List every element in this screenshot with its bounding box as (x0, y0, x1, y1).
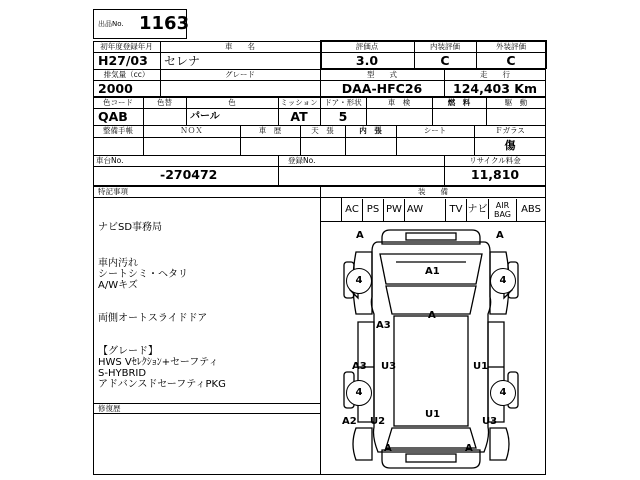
note-line: 両側オートスライドドア (98, 313, 208, 324)
exterior-score-label: 外装評価 (496, 42, 526, 51)
maintenance-book-label: 整備手帳 (103, 126, 133, 135)
note-line: 車内汚れ (98, 258, 138, 269)
equipment-label: 装 備 (418, 187, 448, 196)
damage-mark: U3 (381, 361, 397, 372)
type-label: 型 式 (367, 70, 397, 79)
displacement-label: 排気量（cc） (103, 70, 150, 79)
damage-mark: A (465, 443, 473, 454)
first-registration-label: 初年度登録年月 (100, 42, 153, 51)
tyre-front-right: 4 (490, 268, 516, 294)
chassis-value: -270472 (160, 167, 218, 182)
exterior-score-value: C (506, 53, 516, 68)
seat-label: シート (423, 126, 447, 135)
equipment-ac: AC (341, 199, 362, 221)
equipment-airbag: AIR BAG (488, 199, 516, 219)
lot-number-box (93, 9, 190, 39)
color-code-label: 色コード (103, 98, 133, 107)
tyre-rear-right: 4 (490, 380, 516, 406)
roof-label: 天 張 (311, 126, 334, 135)
equipment-tv: TV (445, 199, 466, 221)
nox-label: ＮＯＸ (180, 126, 203, 135)
note-line: ナビSD事務局 (98, 222, 163, 233)
displacement-value: 2000 (98, 81, 133, 96)
repair-history-label: 修復歴 (98, 404, 121, 413)
damage-mark: A1 (425, 266, 440, 277)
damage-mark: U1 (473, 361, 489, 372)
equipment-aw: AW (404, 199, 425, 221)
damage-mark: U2 (370, 416, 386, 427)
special-notes-label: 特記事項 (98, 187, 128, 196)
score-label: 評価点 (355, 42, 379, 51)
tyre-front-left: 4 (346, 268, 372, 294)
lot-number-value: 1163 (139, 13, 190, 34)
interior-score-value: C (440, 53, 450, 68)
color-label: 色 (228, 98, 236, 107)
tyre-rear-left: 4 (346, 380, 372, 406)
mission-label: ミッション (280, 98, 318, 107)
equipment-ps: PS (362, 199, 383, 221)
lot-number-label: 出品No. (98, 20, 124, 28)
first-registration-value: H27/03 (98, 53, 148, 68)
type-value: DAA-HFC26 (341, 81, 423, 96)
note-line: HWS Vｾﾚｸｼｮﾝ+セーフティ (98, 357, 219, 368)
front-glass-value: 傷 (504, 139, 516, 152)
interior-score-label: 内装評価 (430, 42, 460, 51)
mileage-label: 走 行 (480, 70, 510, 79)
equipment-navi: ナビ (466, 199, 488, 221)
model-label: 車 名 (225, 42, 255, 51)
note-line: アドバンスドセーフティPKG (98, 379, 226, 390)
note-line: S-HYBRID (98, 368, 147, 379)
doors-label: ドア・形状 (324, 98, 362, 107)
recycle-fee-value: 11,810 (470, 167, 520, 182)
inspection-label: 車 検 (387, 98, 411, 107)
damage-mark: A3 (376, 320, 391, 331)
fuel-label: 燃 料 (447, 98, 471, 107)
damage-mark: U1 (425, 409, 441, 420)
mission-value: AT (290, 109, 308, 124)
score-value: 3.0 (355, 53, 379, 68)
color-code-value: QAB (98, 109, 128, 124)
equipment-abs: ABS (516, 199, 545, 221)
grade-label: グレード (225, 70, 255, 79)
recycle-fee-label: リサイクル料金 (469, 156, 521, 165)
registration-label: 登録No. (288, 156, 316, 165)
drive-label: 駆 動 (504, 98, 528, 107)
damage-mark: A2 (342, 416, 357, 427)
interior-trim-label: 内 張 (359, 126, 382, 135)
damage-mark: A (428, 310, 436, 321)
damage-mark: A (356, 230, 364, 241)
note-line: シートシミ・ヘタリ (98, 269, 188, 280)
equipment-pw: PW (383, 199, 404, 221)
doors-value: 5 (338, 109, 348, 124)
damage-mark: A (496, 230, 504, 241)
note-line: A/Wキズ (98, 280, 138, 291)
mileage-value: 124,403 Km (453, 81, 537, 96)
color-change-label: 色替 (157, 98, 172, 107)
history-label: 車 歴 (258, 126, 282, 135)
front-glass-label: Ｆガラス (495, 126, 525, 135)
car-damage-diagram (320, 222, 545, 475)
note-line: 【グレード】 (98, 346, 158, 357)
damage-mark: A3 (352, 361, 367, 372)
damage-mark: U3 (482, 416, 498, 427)
color-value: パール (190, 111, 220, 122)
model-value: セレナ (164, 54, 201, 68)
chassis-label: 車台No. (96, 156, 124, 165)
damage-mark: A (384, 443, 392, 454)
